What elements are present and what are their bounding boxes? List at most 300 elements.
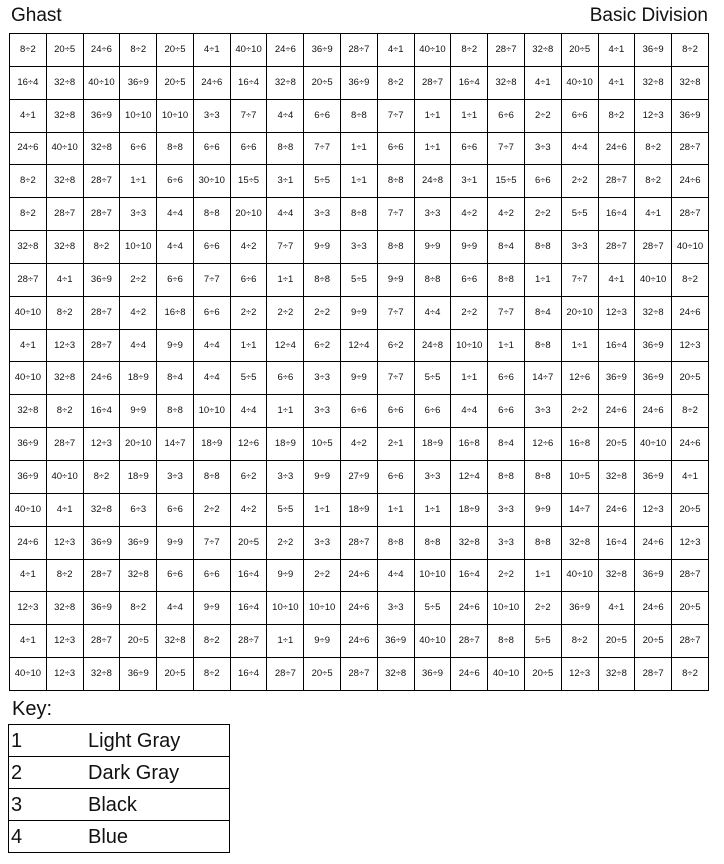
grid-cell: 7÷7 — [561, 263, 598, 296]
grid-cell: 9÷9 — [120, 395, 157, 428]
grid-row — [10, 296, 709, 329]
grid-cell: 8÷2 — [10, 34, 47, 67]
grid-cell: 20÷5 — [672, 362, 709, 395]
grid-cell: 40÷10 — [561, 559, 598, 592]
grid-cell: 6÷6 — [377, 395, 414, 428]
grid-cell: 8÷2 — [193, 658, 230, 691]
grid-cell: 16÷4 — [230, 592, 267, 625]
grid-cell: 8÷8 — [524, 231, 561, 264]
grid-cell: 6÷6 — [561, 99, 598, 132]
key-number: 1 — [9, 725, 72, 757]
grid-cell: 20÷5 — [304, 66, 341, 99]
grid-cell: 4÷4 — [157, 231, 194, 264]
grid-cell: 2÷2 — [561, 395, 598, 428]
grid-cell: 8÷2 — [635, 165, 672, 198]
grid-cell: 20÷5 — [561, 34, 598, 67]
grid-cell: 3÷3 — [524, 395, 561, 428]
grid-cell: 32÷8 — [46, 99, 83, 132]
grid-cell: 8÷2 — [451, 34, 488, 67]
grid-cell: 24÷6 — [83, 34, 120, 67]
grid-cell: 8÷8 — [524, 526, 561, 559]
grid-cell: 2÷2 — [488, 559, 525, 592]
grid-row — [10, 132, 709, 165]
grid-cell: 8÷8 — [193, 198, 230, 231]
grid-row — [10, 165, 709, 198]
grid-cell: 16÷4 — [230, 658, 267, 691]
grid-cell: 32÷8 — [377, 658, 414, 691]
grid-cell: 3÷3 — [414, 460, 451, 493]
grid-cell: 6÷2 — [377, 329, 414, 362]
grid-row — [10, 428, 709, 461]
grid-cell: 36÷9 — [83, 592, 120, 625]
grid-cell: 40÷10 — [83, 66, 120, 99]
grid-cell: 8÷2 — [635, 132, 672, 165]
grid-cell: 20÷5 — [157, 34, 194, 67]
grid-cell: 7÷7 — [193, 526, 230, 559]
grid-cell: 32÷8 — [83, 132, 120, 165]
grid-cell: 20÷5 — [304, 658, 341, 691]
grid-cell: 32÷8 — [83, 658, 120, 691]
grid-cell: 12÷3 — [598, 296, 635, 329]
grid-cell: 28÷7 — [672, 198, 709, 231]
grid-row — [10, 34, 709, 67]
grid-cell: 9÷9 — [304, 460, 341, 493]
grid-cell: 28÷7 — [267, 658, 304, 691]
grid-cell: 8÷8 — [304, 263, 341, 296]
grid-cell: 8÷2 — [672, 395, 709, 428]
grid-cell: 24÷6 — [451, 592, 488, 625]
grid-cell: 24÷8 — [414, 329, 451, 362]
grid-cell: 40÷10 — [10, 362, 47, 395]
grid-cell: 5÷5 — [524, 625, 561, 658]
grid-cell: 14÷7 — [524, 362, 561, 395]
grid-cell: 3÷3 — [414, 198, 451, 231]
grid-cell: 20÷5 — [598, 428, 635, 461]
grid-cell: 9÷9 — [377, 263, 414, 296]
grid-cell: 12÷3 — [46, 526, 83, 559]
grid-cell: 12÷3 — [635, 99, 672, 132]
grid-row — [10, 99, 709, 132]
grid-cell: 8÷8 — [267, 132, 304, 165]
grid-cell: 24÷6 — [10, 132, 47, 165]
grid-cell: 8÷8 — [524, 460, 561, 493]
grid-cell: 8÷8 — [341, 198, 378, 231]
grid-cell: 4÷4 — [267, 198, 304, 231]
grid-cell: 6÷6 — [488, 395, 525, 428]
grid-cell: 4÷2 — [230, 231, 267, 264]
grid-cell: 6÷6 — [157, 559, 194, 592]
grid-cell: 8÷8 — [488, 625, 525, 658]
grid-cell: 40÷10 — [561, 66, 598, 99]
grid-cell: 32÷8 — [10, 395, 47, 428]
grid-row — [10, 362, 709, 395]
grid-row — [10, 198, 709, 231]
grid-cell: 4÷1 — [598, 592, 635, 625]
grid-cell: 9÷9 — [451, 231, 488, 264]
grid-cell: 8÷2 — [83, 460, 120, 493]
grid-cell: 8÷2 — [598, 99, 635, 132]
grid-cell: 16÷4 — [10, 66, 47, 99]
grid-cell: 6÷6 — [488, 362, 525, 395]
grid-row — [10, 625, 709, 658]
grid-cell: 3÷3 — [377, 592, 414, 625]
grid-cell: 10÷5 — [304, 428, 341, 461]
grid-cell: 7÷7 — [377, 99, 414, 132]
grid-cell: 4÷4 — [120, 329, 157, 362]
grid-cell: 20÷5 — [598, 625, 635, 658]
grid-row — [10, 329, 709, 362]
grid-cell: 8÷2 — [377, 66, 414, 99]
grid-cell: 4÷1 — [524, 66, 561, 99]
grid-cell: 16÷8 — [561, 428, 598, 461]
grid-cell: 4÷4 — [377, 559, 414, 592]
key-number: 4 — [9, 821, 72, 853]
grid-cell: 32÷8 — [267, 66, 304, 99]
grid-cell: 36÷9 — [377, 625, 414, 658]
grid-cell: 12÷6 — [524, 428, 561, 461]
grid-cell: 16÷4 — [230, 66, 267, 99]
grid-cell: 6÷6 — [377, 132, 414, 165]
grid-cell: 16÷4 — [598, 198, 635, 231]
grid-cell: 1÷1 — [230, 329, 267, 362]
grid-cell: 8÷2 — [120, 34, 157, 67]
key-row — [9, 821, 230, 853]
grid-cell: 8÷4 — [488, 231, 525, 264]
grid-cell: 12÷3 — [83, 428, 120, 461]
grid-cell: 2÷2 — [230, 296, 267, 329]
grid-cell: 24÷6 — [672, 428, 709, 461]
grid-cell: 16÷4 — [230, 559, 267, 592]
grid-cell: 36÷9 — [561, 592, 598, 625]
grid-cell: 4÷1 — [193, 34, 230, 67]
grid-cell: 8÷4 — [157, 362, 194, 395]
grid-cell: 4÷2 — [341, 428, 378, 461]
grid-cell: 28÷7 — [672, 625, 709, 658]
grid-cell: 9÷9 — [157, 526, 194, 559]
grid-cell: 9÷9 — [341, 296, 378, 329]
grid-cell: 4÷4 — [414, 296, 451, 329]
color-by-number-grid — [9, 33, 709, 691]
grid-cell: 36÷9 — [120, 658, 157, 691]
grid-cell: 1÷1 — [341, 132, 378, 165]
grid-cell: 8÷8 — [377, 231, 414, 264]
grid-cell: 3÷3 — [304, 526, 341, 559]
grid-cell: 36÷9 — [635, 329, 672, 362]
grid-cell: 9÷9 — [193, 592, 230, 625]
grid-cell: 18÷9 — [120, 460, 157, 493]
grid-cell: 7÷7 — [377, 198, 414, 231]
grid-cell: 6÷6 — [524, 165, 561, 198]
grid-cell: 6÷6 — [157, 165, 194, 198]
grid-cell: 32÷8 — [635, 296, 672, 329]
grid-cell: 24÷6 — [598, 493, 635, 526]
grid-cell: 8÷8 — [488, 460, 525, 493]
grid-cell: 28÷7 — [598, 165, 635, 198]
grid-cell: 6÷6 — [230, 132, 267, 165]
grid-cell: 3÷3 — [524, 132, 561, 165]
grid-cell: 8÷8 — [524, 329, 561, 362]
grid-cell: 6÷2 — [304, 329, 341, 362]
grid-cell: 4÷2 — [120, 296, 157, 329]
grid-cell: 36÷9 — [598, 362, 635, 395]
division-grid-table — [9, 33, 709, 691]
grid-cell: 4÷4 — [157, 592, 194, 625]
grid-cell: 1÷1 — [377, 493, 414, 526]
grid-cell: 5÷5 — [414, 592, 451, 625]
grid-cell: 7÷7 — [377, 296, 414, 329]
grid-cell: 1÷1 — [267, 625, 304, 658]
key-color-label: Dark Gray — [71, 757, 230, 789]
grid-row — [10, 526, 709, 559]
color-key-table — [8, 724, 230, 853]
grid-cell: 8÷8 — [377, 526, 414, 559]
grid-cell: 8÷8 — [414, 263, 451, 296]
grid-cell: 36÷9 — [10, 428, 47, 461]
grid-cell: 8÷2 — [46, 559, 83, 592]
key-title: Key: — [12, 698, 53, 720]
grid-cell: 40÷10 — [10, 493, 47, 526]
grid-cell: 32÷8 — [46, 66, 83, 99]
grid-cell: 8÷2 — [10, 165, 47, 198]
grid-cell: 4÷1 — [635, 198, 672, 231]
grid-cell: 16÷8 — [157, 296, 194, 329]
grid-cell: 2÷1 — [377, 428, 414, 461]
grid-cell: 10÷10 — [120, 231, 157, 264]
grid-cell: 3÷3 — [561, 231, 598, 264]
grid-cell: 4÷2 — [488, 198, 525, 231]
grid-cell: 8÷4 — [524, 296, 561, 329]
grid-cell: 6÷6 — [488, 99, 525, 132]
grid-cell: 1÷1 — [414, 493, 451, 526]
grid-cell: 24÷6 — [635, 592, 672, 625]
grid-cell: 12÷6 — [561, 362, 598, 395]
grid-cell: 3÷3 — [304, 198, 341, 231]
grid-cell: 6÷6 — [377, 460, 414, 493]
grid-cell: 9÷9 — [414, 231, 451, 264]
grid-cell: 4÷1 — [10, 559, 47, 592]
grid-cell: 4÷1 — [10, 329, 47, 362]
grid-cell: 20÷10 — [561, 296, 598, 329]
grid-cell: 18÷9 — [193, 428, 230, 461]
grid-cell: 1÷1 — [451, 99, 488, 132]
grid-cell: 3÷3 — [193, 99, 230, 132]
grid-cell: 18÷9 — [267, 428, 304, 461]
grid-cell: 8÷8 — [341, 99, 378, 132]
grid-cell: 40÷10 — [414, 34, 451, 67]
grid-cell: 5÷5 — [230, 362, 267, 395]
grid-row — [10, 658, 709, 691]
grid-cell: 15÷5 — [488, 165, 525, 198]
grid-cell: 3÷3 — [267, 460, 304, 493]
grid-cell: 18÷9 — [120, 362, 157, 395]
grid-cell: 40÷10 — [414, 625, 451, 658]
grid-cell: 36÷9 — [120, 66, 157, 99]
key-color-label: Light Gray — [71, 725, 230, 757]
grid-cell: 1÷1 — [524, 559, 561, 592]
grid-cell: 9÷9 — [304, 625, 341, 658]
grid-cell: 32÷8 — [598, 658, 635, 691]
grid-cell: 1÷1 — [524, 263, 561, 296]
grid-cell: 2÷2 — [524, 198, 561, 231]
grid-cell: 32÷8 — [46, 231, 83, 264]
grid-cell: 40÷10 — [46, 132, 83, 165]
key-color-label: Blue — [71, 821, 230, 853]
grid-cell: 10÷5 — [561, 460, 598, 493]
grid-cell: 28÷7 — [451, 625, 488, 658]
grid-cell: 40÷10 — [10, 658, 47, 691]
grid-cell: 27÷9 — [341, 460, 378, 493]
grid-cell: 6÷6 — [451, 132, 488, 165]
grid-cell: 12÷3 — [46, 329, 83, 362]
grid-cell: 1÷1 — [451, 362, 488, 395]
grid-cell: 9÷9 — [157, 329, 194, 362]
grid-cell: 36÷9 — [635, 559, 672, 592]
grid-cell: 10÷10 — [451, 329, 488, 362]
grid-cell: 40÷10 — [635, 428, 672, 461]
grid-cell: 7÷7 — [488, 132, 525, 165]
grid-cell: 28÷7 — [83, 559, 120, 592]
grid-cell: 32÷8 — [635, 66, 672, 99]
grid-cell: 1÷1 — [341, 165, 378, 198]
grid-cell: 2÷2 — [304, 296, 341, 329]
grid-row — [10, 263, 709, 296]
grid-cell: 8÷2 — [83, 231, 120, 264]
grid-cell: 32÷8 — [672, 66, 709, 99]
grid-cell: 40÷10 — [672, 231, 709, 264]
grid-cell: 20÷10 — [120, 428, 157, 461]
grid-cell: 6÷6 — [341, 395, 378, 428]
grid-cell: 7÷7 — [193, 263, 230, 296]
grid-cell: 5÷5 — [304, 165, 341, 198]
key-color-label: Black — [71, 789, 230, 821]
grid-cell: 36÷9 — [10, 460, 47, 493]
grid-cell: 12÷3 — [672, 329, 709, 362]
grid-cell: 2÷2 — [451, 296, 488, 329]
grid-cell: 36÷9 — [120, 526, 157, 559]
grid-cell: 24÷6 — [598, 395, 635, 428]
grid-cell: 4÷1 — [377, 34, 414, 67]
grid-cell: 2÷2 — [267, 296, 304, 329]
grid-cell: 5÷5 — [267, 493, 304, 526]
grid-cell: 12÷3 — [46, 658, 83, 691]
grid-cell: 2÷2 — [524, 592, 561, 625]
grid-cell: 7÷7 — [377, 362, 414, 395]
grid-row — [10, 493, 709, 526]
grid-cell: 20÷5 — [672, 493, 709, 526]
grid-cell: 8÷8 — [377, 165, 414, 198]
grid-cell: 4÷1 — [598, 34, 635, 67]
grid-cell: 32÷8 — [598, 559, 635, 592]
grid-cell: 16÷4 — [451, 559, 488, 592]
grid-cell: 18÷9 — [414, 428, 451, 461]
grid-cell: 20÷10 — [230, 198, 267, 231]
grid-cell: 3÷3 — [304, 395, 341, 428]
grid-cell: 40÷10 — [635, 263, 672, 296]
grid-cell: 1÷1 — [267, 263, 304, 296]
grid-cell: 6÷6 — [267, 362, 304, 395]
grid-cell: 8÷4 — [488, 428, 525, 461]
grid-cell: 18÷9 — [341, 493, 378, 526]
grid-cell: 16÷4 — [598, 526, 635, 559]
grid-cell: 3÷3 — [120, 198, 157, 231]
grid-cell: 2÷2 — [267, 526, 304, 559]
grid-cell: 28÷7 — [10, 263, 47, 296]
grid-cell: 8÷8 — [414, 526, 451, 559]
grid-cell: 28÷7 — [83, 625, 120, 658]
grid-cell: 8÷8 — [488, 263, 525, 296]
grid-cell: 32÷8 — [46, 165, 83, 198]
grid-cell: 1÷1 — [414, 132, 451, 165]
grid-cell: 4÷4 — [193, 329, 230, 362]
grid-cell: 10÷10 — [414, 559, 451, 592]
key-row — [9, 789, 230, 821]
grid-cell: 32÷8 — [46, 592, 83, 625]
grid-cell: 40÷10 — [488, 658, 525, 691]
grid-cell: 2÷2 — [561, 165, 598, 198]
grid-cell: 24÷6 — [10, 526, 47, 559]
grid-cell: 8÷2 — [193, 625, 230, 658]
grid-cell: 10÷10 — [488, 592, 525, 625]
grid-cell: 32÷8 — [524, 34, 561, 67]
grid-cell: 8÷2 — [10, 198, 47, 231]
grid-cell: 28÷7 — [598, 231, 635, 264]
grid-cell: 4÷2 — [451, 198, 488, 231]
grid-cell: 28÷7 — [635, 658, 672, 691]
grid-cell: 32÷8 — [83, 493, 120, 526]
grid-cell: 4÷1 — [598, 263, 635, 296]
grid-cell: 9÷9 — [341, 362, 378, 395]
grid-cell: 6÷6 — [157, 493, 194, 526]
grid-cell: 8÷2 — [46, 296, 83, 329]
grid-cell: 8÷8 — [157, 395, 194, 428]
grid-cell: 36÷9 — [83, 99, 120, 132]
grid-cell: 24÷6 — [341, 625, 378, 658]
grid-cell: 28÷7 — [83, 198, 120, 231]
grid-cell: 28÷7 — [488, 34, 525, 67]
grid-cell: 9÷9 — [524, 493, 561, 526]
grid-cell: 10÷10 — [304, 592, 341, 625]
grid-cell: 4÷4 — [267, 99, 304, 132]
grid-cell: 5÷5 — [341, 263, 378, 296]
grid-cell: 4÷4 — [561, 132, 598, 165]
grid-cell: 4÷4 — [193, 362, 230, 395]
grid-cell: 36÷9 — [672, 99, 709, 132]
grid-cell: 1÷1 — [561, 329, 598, 362]
grid-cell: 24÷6 — [193, 66, 230, 99]
grid-cell: 20÷5 — [157, 658, 194, 691]
grid-cell: 6÷6 — [304, 99, 341, 132]
grid-cell: 4÷4 — [451, 395, 488, 428]
grid-cell: 6÷6 — [451, 263, 488, 296]
grid-cell: 8÷8 — [157, 132, 194, 165]
grid-cell: 8÷2 — [672, 658, 709, 691]
key-row — [9, 725, 230, 757]
grid-cell: 40÷10 — [46, 460, 83, 493]
grid-cell: 3÷3 — [488, 526, 525, 559]
worksheet-subtitle: Basic Division — [589, 5, 708, 26]
grid-cell: 20÷5 — [46, 34, 83, 67]
grid-cell: 6÷6 — [193, 132, 230, 165]
grid-cell: 9÷9 — [267, 559, 304, 592]
grid-cell: 7÷7 — [304, 132, 341, 165]
grid-cell: 32÷8 — [157, 625, 194, 658]
grid-cell: 40÷10 — [230, 34, 267, 67]
grid-cell: 2÷2 — [304, 559, 341, 592]
grid-cell: 24÷6 — [672, 165, 709, 198]
grid-cell: 6÷6 — [193, 296, 230, 329]
grid-cell: 14÷7 — [561, 493, 598, 526]
grid-cell: 6÷3 — [120, 493, 157, 526]
